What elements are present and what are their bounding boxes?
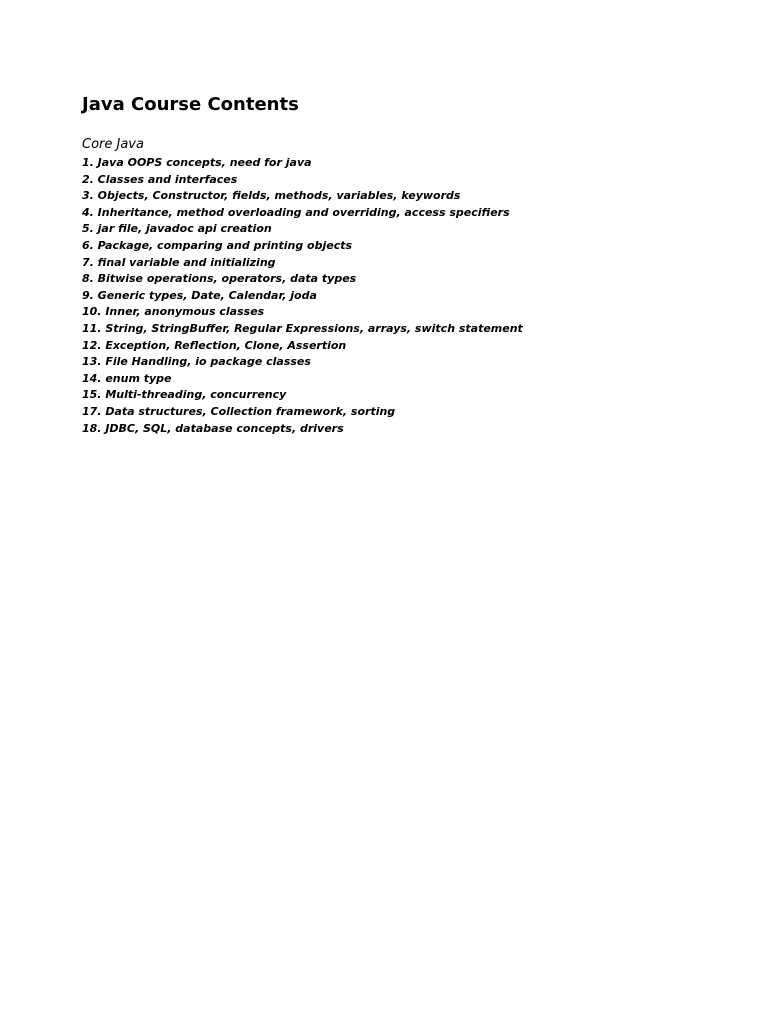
topic-item: 13. File Handling, io package classes [82, 355, 311, 369]
document-page [82, 94, 722, 437]
topic-item: 14. enum type [82, 371, 172, 385]
topic-item: 15. Multi-threading, concurrency [82, 388, 287, 402]
topic-item: 18. JDBC, SQL, database concepts, drivers [82, 421, 344, 435]
topic-item: 4. Inheritance, method overloading and overriding, access specifiers [82, 205, 510, 219]
topic-item: 12. Exception, Reflection, Clone, Assertion [82, 338, 347, 352]
topic-item: 6. Package, comparing and printing objects [82, 238, 353, 252]
topic-list [82, 155, 722, 437]
topic-item: 3. Objects, Constructor, fields, methods, variables, keywords [82, 189, 461, 203]
topic-item: 17. Data structures, Collection framework, sorting [82, 404, 396, 418]
section-heading-core-java: Core Java [82, 137, 144, 152]
topic-item: 10. Inner, anonymous classes [82, 305, 265, 319]
topic-item: 1. Java OOPS concepts, need for java [82, 156, 312, 169]
topic-item: 8. Bitwise operations, operators, data types [82, 272, 357, 286]
topic-item: 5. jar file, javadoc api creation [82, 222, 272, 236]
topic-item: 9. Generic types, Date, Calendar, joda [82, 288, 317, 302]
topic-item: 11. String, StringBuffer, Regular Expressions, arrays, switch statement [82, 321, 523, 335]
document-title: Java Course Contents [82, 94, 299, 115]
topic-item: 2. Classes and interfaces [82, 172, 238, 186]
topic-item: 7. final variable and initializing [82, 255, 276, 269]
